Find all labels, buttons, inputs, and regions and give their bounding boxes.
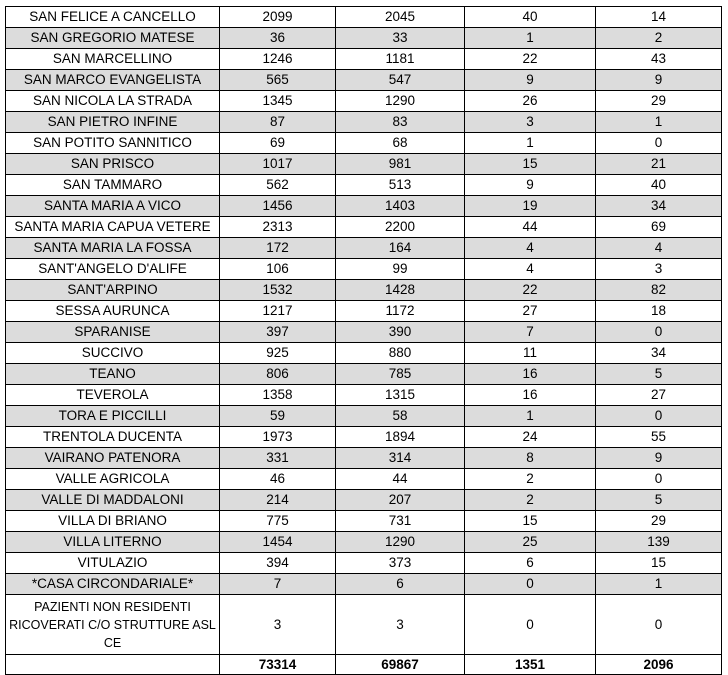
value-cell-col-d: 82 bbox=[596, 280, 722, 301]
value-cell-col-b: 981 bbox=[336, 154, 465, 175]
value-cell-col-a: 106 bbox=[220, 259, 336, 280]
value-cell-col-d: 5 bbox=[596, 364, 722, 385]
value-cell-col-b: 1428 bbox=[336, 280, 465, 301]
municipality-cell: SANTA MARIA CAPUA VETERE bbox=[6, 217, 220, 238]
value-cell-col-a: 1454 bbox=[220, 532, 336, 553]
value-cell-col-a: 925 bbox=[220, 343, 336, 364]
value-cell-col-c: 40 bbox=[465, 7, 596, 28]
value-cell-col-b: 2200 bbox=[336, 217, 465, 238]
value-cell-col-d: 0 bbox=[596, 595, 722, 655]
municipality-cell: *CASA CIRCONDARIALE* bbox=[6, 574, 220, 595]
value-cell-col-b: 1894 bbox=[336, 427, 465, 448]
value-cell-col-a: 1358 bbox=[220, 385, 336, 406]
data-table bbox=[5, 6, 722, 675]
value-cell-col-a: 397 bbox=[220, 322, 336, 343]
value-cell-col-b: 547 bbox=[336, 70, 465, 91]
value-cell-col-c: 9 bbox=[465, 70, 596, 91]
value-cell-col-d: 4 bbox=[596, 238, 722, 259]
value-cell-col-a: 3 bbox=[220, 595, 336, 655]
table-row bbox=[6, 259, 722, 280]
value-cell-col-c: 1 bbox=[465, 28, 596, 49]
municipality-cell: VAIRANO PATENORA bbox=[6, 448, 220, 469]
value-cell-col-d: 0 bbox=[596, 133, 722, 154]
value-cell-col-a: 806 bbox=[220, 364, 336, 385]
value-cell-col-d: 34 bbox=[596, 343, 722, 364]
value-cell-col-d: 2 bbox=[596, 28, 722, 49]
value-cell-col-b: 1172 bbox=[336, 301, 465, 322]
value-cell-col-b: 513 bbox=[336, 175, 465, 196]
value-cell-col-c: 8 bbox=[465, 448, 596, 469]
value-cell-col-b: 1181 bbox=[336, 49, 465, 70]
value-cell-col-c: 22 bbox=[465, 49, 596, 70]
municipality-cell: SAN GREGORIO MATESE bbox=[6, 28, 220, 49]
value-cell-col-c: 2 bbox=[465, 469, 596, 490]
value-cell-col-a: 2313 bbox=[220, 217, 336, 238]
municipality-cell: TRENTOLA DUCENTA bbox=[6, 427, 220, 448]
value-cell-col-d: 0 bbox=[596, 469, 722, 490]
table-row bbox=[6, 49, 722, 70]
table-row bbox=[6, 7, 722, 28]
value-cell-col-a: 394 bbox=[220, 553, 336, 574]
value-cell-col-a: 46 bbox=[220, 469, 336, 490]
value-cell-col-b: 1315 bbox=[336, 385, 465, 406]
table-row bbox=[6, 154, 722, 175]
value-cell-col-d: 18 bbox=[596, 301, 722, 322]
value-cell-col-a: 69 bbox=[220, 133, 336, 154]
table-row bbox=[6, 343, 722, 364]
value-cell-col-d: 29 bbox=[596, 91, 722, 112]
value-cell-col-a: 172 bbox=[220, 238, 336, 259]
table-row bbox=[6, 175, 722, 196]
value-cell-col-a: 36 bbox=[220, 28, 336, 49]
value-cell-col-a: 1017 bbox=[220, 154, 336, 175]
table-row bbox=[6, 217, 722, 238]
value-cell-col-d: 1 bbox=[596, 112, 722, 133]
table-row bbox=[6, 112, 722, 133]
value-cell-col-b: 83 bbox=[336, 112, 465, 133]
value-cell-col-d: 1 bbox=[596, 574, 722, 595]
value-cell-col-c: 44 bbox=[465, 217, 596, 238]
value-cell-col-c: 15 bbox=[465, 154, 596, 175]
value-cell-col-a: 1456 bbox=[220, 196, 336, 217]
table-row bbox=[6, 28, 722, 49]
total-col-d: 2096 bbox=[596, 655, 722, 675]
municipality-cell: TEANO bbox=[6, 364, 220, 385]
municipality-cell: SAN FELICE A CANCELLO bbox=[6, 7, 220, 28]
municipality-cell: SAN MARCELLINO bbox=[6, 49, 220, 70]
municipality-cell: SAN POTITO SANNITICO bbox=[6, 133, 220, 154]
value-cell-col-b: 1290 bbox=[336, 532, 465, 553]
value-cell-col-d: 34 bbox=[596, 196, 722, 217]
table-row bbox=[6, 364, 722, 385]
value-cell-col-c: 11 bbox=[465, 343, 596, 364]
value-cell-col-a: 565 bbox=[220, 70, 336, 91]
value-cell-col-b: 373 bbox=[336, 553, 465, 574]
value-cell-col-a: 7 bbox=[220, 574, 336, 595]
value-cell-col-c: 16 bbox=[465, 364, 596, 385]
value-cell-col-c: 1 bbox=[465, 133, 596, 154]
municipality-cell: VALLE AGRICOLA bbox=[6, 469, 220, 490]
table-row bbox=[6, 70, 722, 91]
municipality-cell: VALLE DI MADDALONI bbox=[6, 490, 220, 511]
municipality-cell: SAN MARCO EVANGELISTA bbox=[6, 70, 220, 91]
total-col-b: 69867 bbox=[336, 655, 465, 675]
table-row bbox=[6, 301, 722, 322]
value-cell-col-c: 27 bbox=[465, 301, 596, 322]
value-cell-col-a: 214 bbox=[220, 490, 336, 511]
table-row bbox=[6, 574, 722, 595]
municipality-cell: SAN NICOLA LA STRADA bbox=[6, 91, 220, 112]
value-cell-col-a: 1345 bbox=[220, 91, 336, 112]
value-cell-col-c: 16 bbox=[465, 385, 596, 406]
value-cell-col-c: 4 bbox=[465, 259, 596, 280]
table-row bbox=[6, 238, 722, 259]
value-cell-col-a: 1246 bbox=[220, 49, 336, 70]
value-cell-col-a: 1217 bbox=[220, 301, 336, 322]
value-cell-col-d: 40 bbox=[596, 175, 722, 196]
table-row bbox=[6, 511, 722, 532]
value-cell-col-d: 55 bbox=[596, 427, 722, 448]
value-cell-col-d: 43 bbox=[596, 49, 722, 70]
value-cell-col-c: 3 bbox=[465, 112, 596, 133]
value-cell-col-d: 15 bbox=[596, 553, 722, 574]
value-cell-col-d: 69 bbox=[596, 217, 722, 238]
value-cell-col-b: 33 bbox=[336, 28, 465, 49]
table-row bbox=[6, 490, 722, 511]
value-cell-col-c: 2 bbox=[465, 490, 596, 511]
value-cell-col-c: 0 bbox=[465, 574, 596, 595]
value-cell-col-d: 27 bbox=[596, 385, 722, 406]
value-cell-col-c: 22 bbox=[465, 280, 596, 301]
municipality-cell: VILLA LITERNO bbox=[6, 532, 220, 553]
value-cell-col-a: 562 bbox=[220, 175, 336, 196]
value-cell-col-d: 9 bbox=[596, 70, 722, 91]
value-cell-col-c: 19 bbox=[465, 196, 596, 217]
value-cell-col-a: 2099 bbox=[220, 7, 336, 28]
value-cell-col-b: 99 bbox=[336, 259, 465, 280]
municipality-cell: TEVEROLA bbox=[6, 385, 220, 406]
municipality-cell: TORA E PICCILLI bbox=[6, 406, 220, 427]
table-row bbox=[6, 280, 722, 301]
value-cell-col-b: 880 bbox=[336, 343, 465, 364]
value-cell-col-d: 3 bbox=[596, 259, 722, 280]
total-col-c: 1351 bbox=[465, 655, 596, 675]
value-cell-col-c: 7 bbox=[465, 322, 596, 343]
value-cell-col-b: 58 bbox=[336, 406, 465, 427]
table-row bbox=[6, 448, 722, 469]
value-cell-col-b: 2045 bbox=[336, 7, 465, 28]
value-cell-col-d: 14 bbox=[596, 7, 722, 28]
table-row bbox=[6, 469, 722, 490]
table-row bbox=[6, 196, 722, 217]
value-cell-col-c: 1 bbox=[465, 406, 596, 427]
table-row bbox=[6, 385, 722, 406]
value-cell-col-a: 775 bbox=[220, 511, 336, 532]
value-cell-col-d: 9 bbox=[596, 448, 722, 469]
municipality-cell: SANT'ARPINO bbox=[6, 280, 220, 301]
municipality-cell: SUCCIVO bbox=[6, 343, 220, 364]
municipality-cell: SPARANISE bbox=[6, 322, 220, 343]
value-cell-col-c: 0 bbox=[465, 595, 596, 655]
value-cell-col-c: 9 bbox=[465, 175, 596, 196]
table-row bbox=[6, 427, 722, 448]
value-cell-col-c: 24 bbox=[465, 427, 596, 448]
municipality-cell: SANT'ANGELO D'ALIFE bbox=[6, 259, 220, 280]
value-cell-col-b: 390 bbox=[336, 322, 465, 343]
value-cell-col-b: 68 bbox=[336, 133, 465, 154]
table-row bbox=[6, 322, 722, 343]
value-cell-col-d: 29 bbox=[596, 511, 722, 532]
value-cell-col-d: 139 bbox=[596, 532, 722, 553]
value-cell-col-d: 0 bbox=[596, 322, 722, 343]
value-cell-col-a: 331 bbox=[220, 448, 336, 469]
municipality-cell: VILLA DI BRIANO bbox=[6, 511, 220, 532]
table-row bbox=[6, 406, 722, 427]
value-cell-col-c: 4 bbox=[465, 238, 596, 259]
value-cell-col-d: 5 bbox=[596, 490, 722, 511]
municipality-cell: SAN PIETRO INFINE bbox=[6, 112, 220, 133]
municipality-cell: SESSA AURUNCA bbox=[6, 301, 220, 322]
table-row bbox=[6, 553, 722, 574]
value-cell-col-b: 314 bbox=[336, 448, 465, 469]
municipality-cell: SANTA MARIA A VICO bbox=[6, 196, 220, 217]
municipality-cell: PAZIENTI NON RESIDENTI RICOVERATI C/O STRUTTURE ASL CE bbox=[6, 595, 220, 655]
value-cell-col-b: 1403 bbox=[336, 196, 465, 217]
value-cell-col-c: 15 bbox=[465, 511, 596, 532]
table-row bbox=[6, 595, 722, 655]
municipality-cell: SANTA MARIA LA FOSSA bbox=[6, 238, 220, 259]
value-cell-col-a: 87 bbox=[220, 112, 336, 133]
municipality-cell: SAN PRISCO bbox=[6, 154, 220, 175]
value-cell-col-b: 207 bbox=[336, 490, 465, 511]
table-row bbox=[6, 532, 722, 553]
municipality-cell: SAN TAMMARO bbox=[6, 175, 220, 196]
value-cell-col-b: 731 bbox=[336, 511, 465, 532]
value-cell-col-d: 21 bbox=[596, 154, 722, 175]
table-body bbox=[6, 7, 722, 675]
value-cell-col-b: 6 bbox=[336, 574, 465, 595]
value-cell-col-a: 59 bbox=[220, 406, 336, 427]
table-row bbox=[6, 133, 722, 154]
value-cell-col-d: 0 bbox=[596, 406, 722, 427]
total-col-a: 73314 bbox=[220, 655, 336, 675]
value-cell-col-b: 1290 bbox=[336, 91, 465, 112]
value-cell-col-c: 25 bbox=[465, 532, 596, 553]
municipality-cell: VITULAZIO bbox=[6, 553, 220, 574]
value-cell-col-a: 1973 bbox=[220, 427, 336, 448]
table-row bbox=[6, 91, 722, 112]
value-cell-col-a: 1532 bbox=[220, 280, 336, 301]
value-cell-col-b: 164 bbox=[336, 238, 465, 259]
value-cell-col-b: 44 bbox=[336, 469, 465, 490]
value-cell-col-b: 3 bbox=[336, 595, 465, 655]
value-cell-col-b: 785 bbox=[336, 364, 465, 385]
value-cell-col-c: 26 bbox=[465, 91, 596, 112]
value-cell-col-c: 6 bbox=[465, 553, 596, 574]
